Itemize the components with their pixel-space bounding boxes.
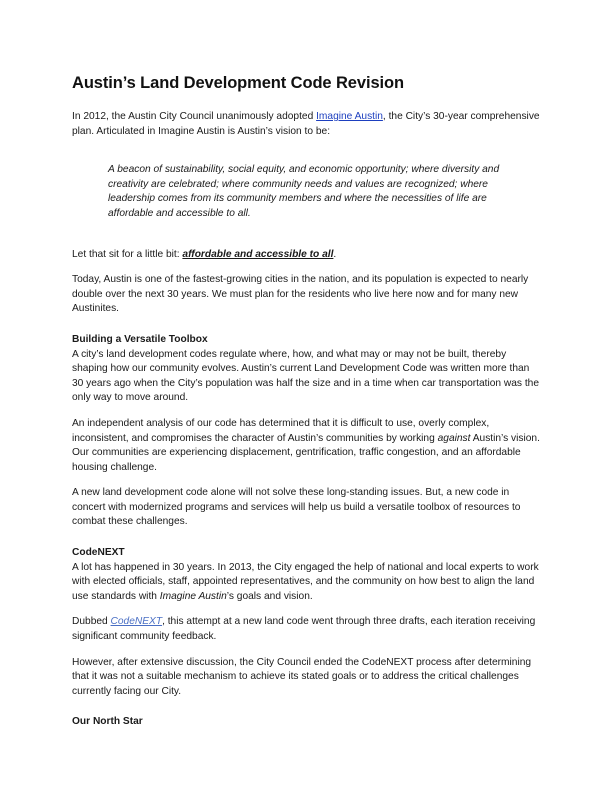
codenext-p2-after: , this attempt at a new land code went through three drafts, each iteration receiving significant community feedback. — [72, 616, 536, 643]
codenext-heading: CodeNEXT — [72, 547, 125, 559]
sit-end: . — [333, 248, 337, 260]
north-star-heading: Our North Star — [72, 716, 143, 728]
page-title: Austin’s Land Development Code Revision — [72, 74, 404, 92]
north-star-section — [72, 715, 542, 730]
toolbox-paragraph-3: A new land development code alone will not solve these long-standing issues. But, a new code in concert with modernized programs and services will help us build a versatile toolbox of resources to combat these challenges. — [72, 487, 521, 528]
intro-paragraph — [72, 110, 542, 139]
toolbox-paragraph-2 — [72, 417, 542, 475]
sit-emphasis: affordable and accessible to all — [182, 248, 334, 260]
toolbox-section — [72, 333, 542, 406]
growth-paragraph: Today, Austin is one of the fastest-growing cities in the nation, and its population is expected to nearly double over the next 30 years. We must plan for the residents who live here now and for many new Austinites. — [72, 274, 529, 315]
toolbox-p2-after: Austin’s vision. Our communities are experiencing displacement, gentrification, traffic congestion, and an affordable housing challenge. — [72, 432, 540, 473]
vision-quote: A beacon of sustainability, social equity, and economic opportunity; where diversity and creativity are celebrated; where community needs and values are recognized; where leadership comes from its community members and where the necessities of life are affordable and accessible to all. — [108, 164, 500, 219]
toolbox-p2-em: against — [437, 432, 471, 444]
codenext-paragraph-2 — [72, 615, 542, 644]
toolbox-heading: Building a Versatile Toolbox — [72, 333, 208, 345]
intro-text-after: , the City’s 30-year comprehensive plan. Articulated in Imagine Austin is Austin’s vision to be: — [72, 111, 540, 137]
codenext-paragraph-3: However, after extensive discussion, the City Council ended the CodeNEXT process after determining that it was not a suitable mechanism to achieve its stated goals or to address the critical challenges currently facing our City. — [72, 656, 532, 697]
codenext-link[interactable]: CodeNEXT — [110, 616, 163, 628]
sit-lead: Let that sit for a little bit: — [72, 248, 183, 260]
codenext-p1-after: ’s goals and vision. — [226, 590, 313, 602]
codenext-section — [72, 546, 542, 604]
codenext-p1-em: Imagine Austin — [159, 590, 227, 602]
toolbox-paragraph-1: A city’s land development codes regulate where, how, and what may or may not be built, thereby shaping how our community evolves. Austin’s current Land Development Code was written more than 30 years ago when the City’s population was half the size and in a time when car transportation was the only way to move around. — [72, 348, 540, 404]
toolbox-p2-before: An independent analysis of our code has determined that it is difficult to use, overly complex, inconsistent, and compromises the character of Austin’s communities by working — [72, 417, 490, 444]
codenext-p2-before: Dubbed — [72, 616, 111, 628]
intro-text-before: In 2012, the Austin City Council unanimously adopted — [72, 111, 317, 122]
imagine-austin-link[interactable]: Imagine Austin — [316, 111, 383, 122]
codenext-p1-before: A lot has happened in 30 years. In 2013, the City engaged the help of national and local experts to work with elected officials, staff, appointed representatives, and the community on how best to align the land use standards with — [72, 561, 539, 602]
sit-paragraph — [72, 248, 542, 263]
